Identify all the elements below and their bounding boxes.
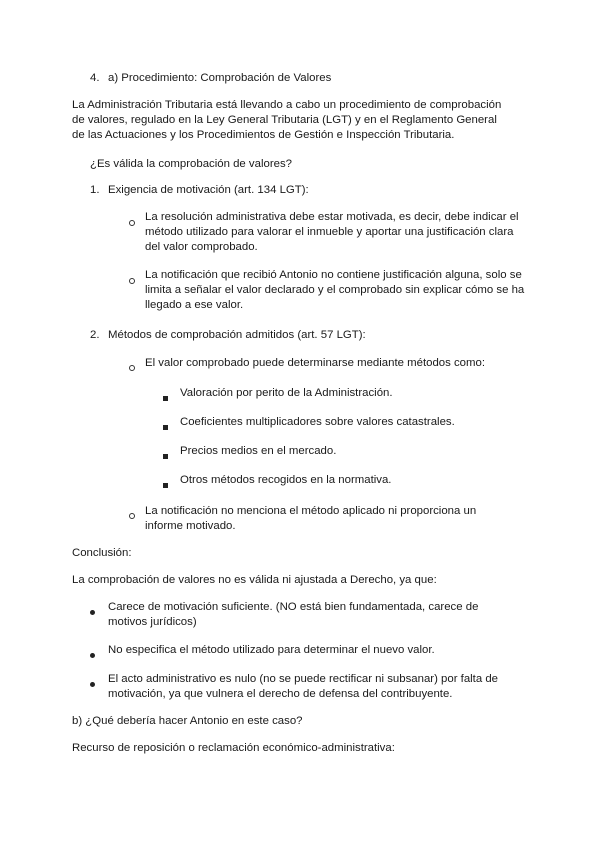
conclusion-label: Conclusión: [72, 547, 132, 559]
round-bullet-icon [90, 605, 95, 620]
conclusion-intro: La comprobación de valores no es válida ni ajustada a Derecho, ya que: [72, 574, 437, 586]
heading-number: 4. [90, 72, 100, 84]
method-item: Valoración por perito de la Administración. [180, 387, 393, 399]
section2-item-2: La notificación no menciona el método aplicado ni proporciona un informe motivado. [145, 505, 477, 532]
section2-item-1: El valor comprobado puede determinarse mediante métodos como: [145, 357, 486, 369]
final-line: Recurso de reposición o reclamación económico-administrativa: [72, 742, 395, 754]
circle-bullet-icon [129, 216, 135, 231]
circle-bullet-icon [129, 509, 135, 524]
circle-bullet-icon [129, 361, 135, 376]
section2-title: Métodos de comprobación admitidos (art. 57 LGT): [108, 329, 366, 341]
section1-item-1: La resolución administrativa debe estar motivada, es decir, debe indicar el método utilizado para valorar el inmueble y aportar una justificación clara del valor comprobado. [145, 211, 519, 253]
circle-bullet-icon [129, 274, 135, 289]
square-bullet-icon [163, 478, 168, 493]
square-bullet-icon [163, 420, 168, 435]
section2-number: 2. [90, 329, 100, 341]
method-item: Precios medios en el mercado. [180, 445, 337, 457]
square-bullet-icon [163, 391, 168, 406]
section1-number: 1. [90, 184, 100, 196]
method-item: Otros métodos recogidos en la normativa. [180, 474, 392, 486]
square-bullet-icon [163, 449, 168, 464]
question-antonio: b) ¿Qué debería hacer Antonio en este caso? [72, 715, 303, 727]
section1-title: Exigencia de motivación (art. 134 LGT): [108, 184, 309, 196]
section-heading: a) Procedimiento: Comprobación de Valores [108, 72, 332, 84]
question-validity: ¿Es válida la comprobación de valores? [90, 158, 292, 170]
conclusion-item-1: Carece de motivación suficiente. (NO está bien fundamentada, carece de motivos jurídicos) [108, 601, 479, 628]
round-bullet-icon [90, 677, 95, 692]
section1-item-2: La notificación que recibió Antonio no contiene justificación alguna, solo se limita a señalar el valor declarado y el comprobado sin explicar cómo se ha llegado a ese valor. [145, 269, 525, 311]
conclusion-item-3: El acto administrativo es nulo (no se puede rectificar ni subsanar) por falta de motivación, ya que vulnera el derecho de defensa del contribuyente. [108, 673, 499, 700]
round-bullet-icon [90, 648, 95, 663]
conclusion-item-2: No especifica el método utilizado para determinar el nuevo valor. [108, 644, 435, 656]
method-item: Coeficientes multiplicadores sobre valores catastrales. [180, 416, 455, 428]
intro-paragraph: La Administración Tributaria está llevando a cabo un procedimiento de comprobación de valores, regulado en la Ley General Tributaria (LGT) y en el Reglamento General de las Actuaciones y los Procedimientos de Gestión e Inspección Tributaria. [72, 99, 502, 141]
